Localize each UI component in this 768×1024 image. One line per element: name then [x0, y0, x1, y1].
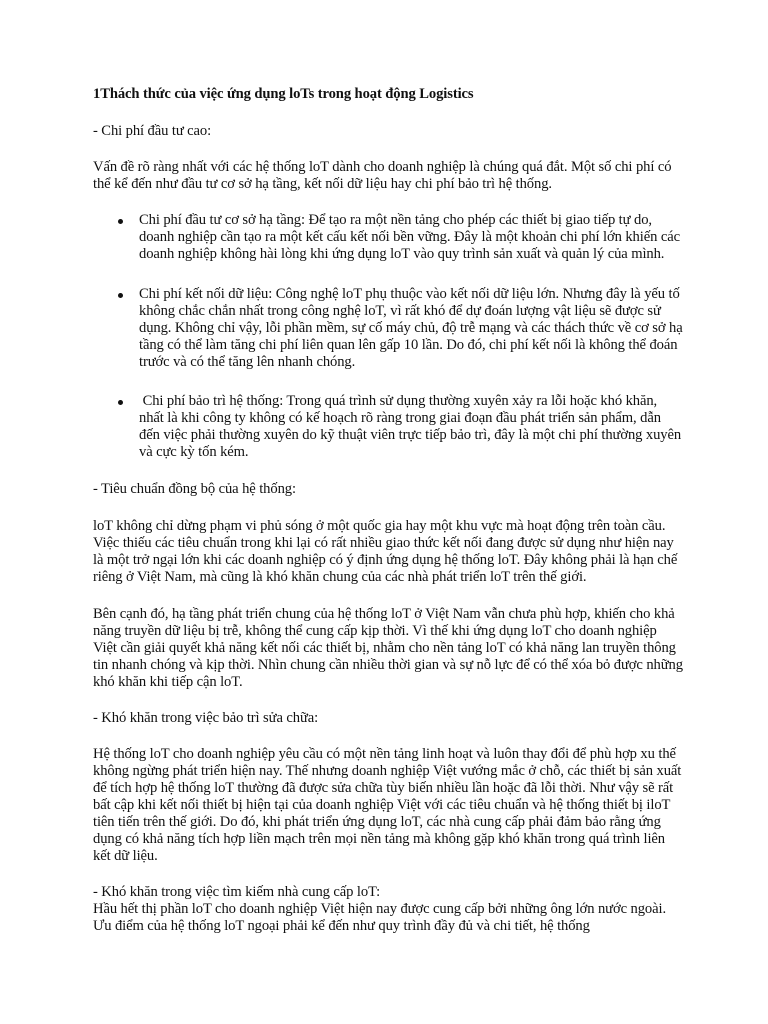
document-title: 1Thách thức của việc ứng dụng loTs trong hoạt động Logistics [93, 86, 474, 102]
section-standards-para1: loT không chỉ dừng phạm vi phủ sóng ở một quốc gia hay một khu vực mà hoạt động trên toàn cầu. Việc thiếu các tiêu chuẩn trong khi lại có rất nhiều giao thức kết nối đang được sử dụng như hiện nay là một trở ngại lớn khi các doanh nghiệp có ý định ứng dụng hệ thống loT. Đây không phải là hạn chế riêng ở Việt Nam, mà cũng là khó khăn chung của các nhà phát triển loT trên thế giới. [93, 518, 678, 585]
bullet-dot-icon [118, 400, 123, 405]
section-cost-label: - Chi phí đầu tư cao: [93, 123, 212, 139]
bullet-text: Chi phí kết nối dữ liệu: Công nghệ loT phụ thuộc vào kết nối dữ liệu lớn. Nhưng đây là yếu tố không chắc chắn nhất trong công nghệ loT, vì rất khó để dự đoán lượng vật liệu sẽ được sử dụng. Không chỉ vậy, lỗi phần mềm, sự cố máy chủ, độ trễ mạng và các thách thức về cơ sở hạ tầng có thể làm tăng chi phí liên quan lên gấp 10 lần. Do đó, chi phí kết nối là không thể đoán trước và có thể tăng lên nhanh chóng. [139, 286, 683, 370]
section-standards-para2: Bên cạnh đó, hạ tầng phát triển chung của hệ thống loT ở Việt Nam vẫn chưa phù hợp, khiến cho khả năng truyền dữ liệu bị trễ, không thể cung cấp kịp thời. Vì thế khi ứng dụng loT cho doanh nghiệp Việt cần giải quyết khả năng kết nối các thiết bị, nhằm cho nền tảng loT có khả năng lan truyền thông tin nhanh chóng và kịp thời. Nhìn chung cần nhiều thời gian và sự nỗ lực để có thể xóa bỏ được những khó khăn khi tiếp cận loT. [93, 606, 683, 690]
section-supplier-para1: Hầu hết thị phần loT cho doanh nghiệp Việt hiện nay được cung cấp bởi những ông lớn nước ngoài. Ưu điểm của hệ thống loT ngoại phải kể đến như quy trình đầy đủ và chi tiết, hệ thống [93, 901, 666, 934]
bullet-text: Chi phí bảo trì hệ thống: Trong quá trình sử dụng thường xuyên xảy ra lỗi hoặc khó khăn, nhất là khi công ty không có kế hoạch rõ ràng trong giai đoạn đầu phát triển sản phẩm, dẫn đến việc phải thường xuyên do kỹ thuật viên trực tiếp bảo trì, đây là một chi phí thường xuyên và cực kỳ tốn kém. [139, 393, 685, 460]
section-cost-intro: Vấn đề rõ ràng nhất với các hệ thống loT dành cho doanh nghiệp là chúng quá đắt. Một số chi phí có thể kể đến như đầu tư cơ sở hạ tầng, kết nối dữ liệu hay chi phí bảo trì hệ thống. [93, 159, 672, 192]
bullet-dot-icon [118, 293, 123, 298]
section-maintenance-para1: Hệ thống loT cho doanh nghiệp yêu cầu có một nền tảng linh hoạt và luôn thay đổi để phù hợp xu thế không ngừng phát triển hiện nay. Thế nhưng doanh nghiệp Việt vướng mắc ở chỗ, các thiết bị sản xuất để tích hợp hệ thống loT thường đã được sửa chữa tùy biến nhiều lần hoặc đã lỗi thời. Như vậy sẽ rất bất cập khi kết nối thiết bị hiện tại của doanh nghiệp Việt với các tiêu chuẩn và hệ thống thiết bị iloT tiên tiến trên thế giới. Do đó, khi phát triển ứng dụng loT, các nhà cung cấp phải đảm bảo rằng ứng dụng có khả năng tích hợp liền mạch trên mọi nền tảng mà không gặp khó khăn trong quá trình liên kết dữ liệu. [93, 746, 682, 864]
list-item [93, 212, 683, 263]
cost-bullet-list [93, 212, 683, 461]
bullet-dot-icon [118, 219, 123, 224]
bullet-text: Chi phí đầu tư cơ sở hạ tầng: Để tạo ra một nền tảng cho phép các thiết bị giao tiếp tự do, doanh nghiệp cần tạo ra một kết cấu kết nối bền vững. Đây là một khoản chi phí lớn khiến các doanh nghiệp không hài lòng khi ứng dụng loT vào quy trình sản xuất và quản lý của mình. [139, 212, 680, 262]
section-maintenance-label: - Khó khăn trong việc bảo trì sửa chữa: [93, 710, 319, 726]
list-item [93, 393, 683, 461]
section-standards-label: - Tiêu chuẩn đồng bộ của hệ thống: [93, 481, 296, 497]
document-body [93, 86, 683, 935]
section-supplier-label: - Khó khăn trong việc tìm kiếm nhà cung cấp loT: [93, 884, 381, 900]
list-item [93, 286, 683, 371]
